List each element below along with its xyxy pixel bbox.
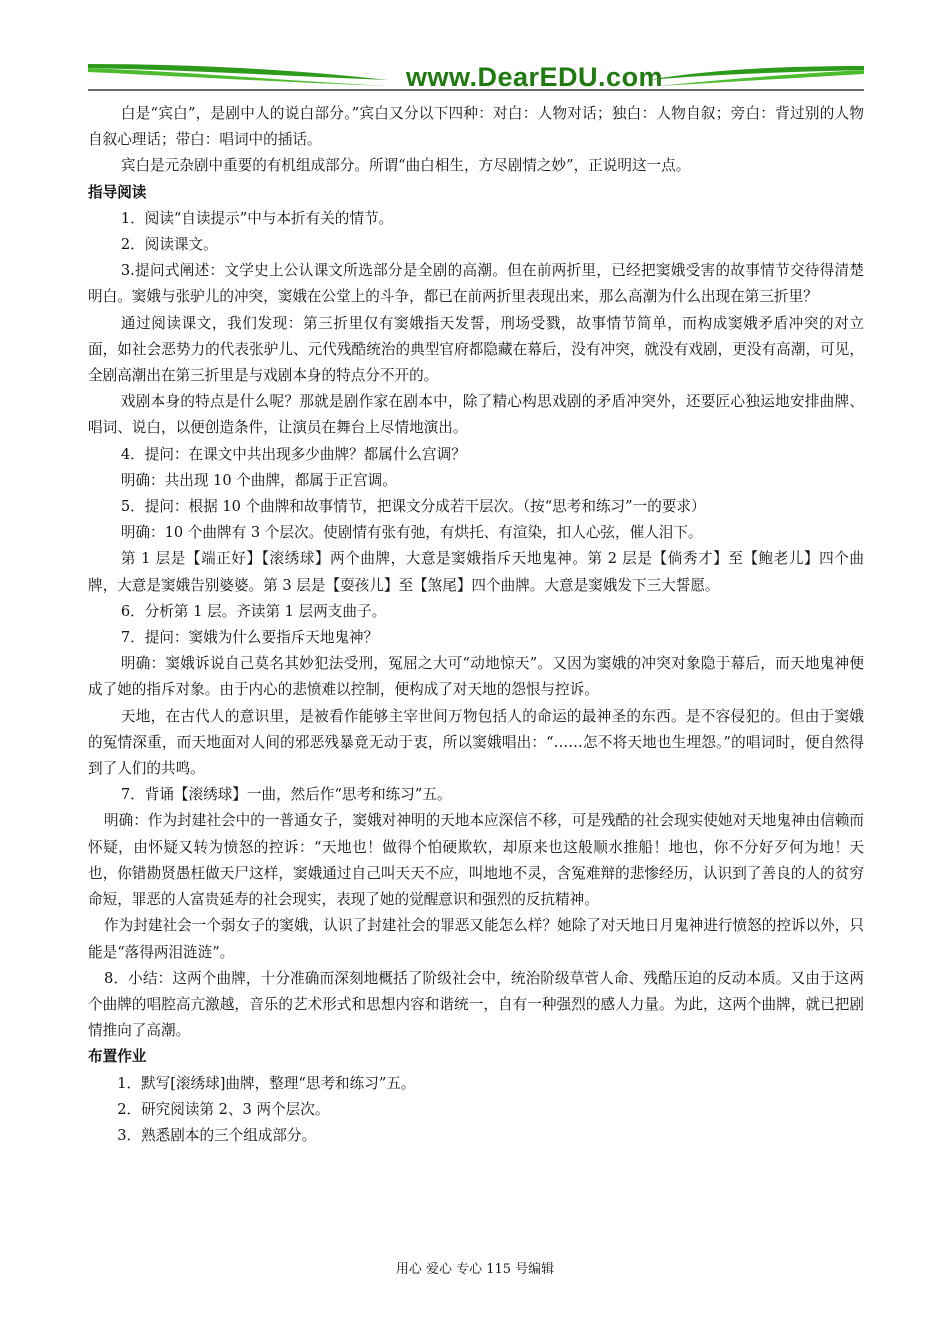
page-footer: 用心 爱心 专心 115 号编辑 [395,1262,555,1277]
section-heading-homework: 布置作业 [88,1048,147,1066]
paragraph: 明确：10 个曲牌有 3 个层次。使剧情有张有弛，有烘托、有渲染，扣人心弦，催人泪下。 [120,524,703,542]
list-item: 7．背诵【滚绣球】一曲，然后作“思考和练习”五。 [120,786,452,804]
paragraph: 戏剧本身的特点是什么呢？那就是剧作家在剧本中，除了精心构思戏剧的矛盾冲突外，还要匠心独运地安排曲牌、唱词、说白，以便创造条件，让演员在舞台上尽情地演出。 [88,393,864,437]
list-item: 8．小结：这两个曲牌，十分准确而深刻地概括了阶级社会中，统治阶级草菅人命、残酷压迫的反动本质。又由于这两个曲牌的唱腔高亢激越，音乐的艺术形式和思想内容和谐统一，自有一种强烈的感人力量。为此，这两个曲牌，就已把剧情推向了高潮。 [88,969,864,1040]
list-item: 1．阅读“自读提示”中与本折有关的情节。 [120,209,394,227]
list-item: 6．分析第 1 层。齐读第 1 层两支曲子。 [120,602,387,620]
paragraph: 第 1 层是【端正好】【滚绣球】两个曲牌，大意是窦娥指斥天地鬼神。第 2 层是【倘秀才】至【鲍老儿】四个曲牌，大意是窦娥告别婆婆。第 3 层是【耍孩儿】至【煞尾】四个曲牌。大意是窦娥发下三大誓愿。 [88,550,864,594]
list-item: 2．研究阅读第 2、3 两个层次。 [117,1100,330,1118]
list-item: 7．提问：窦娥为什么要指斥天地鬼神？ [120,629,379,647]
list-item: 3．熟悉剧本的三个组成部分。 [117,1126,317,1144]
list-item: 2．阅读课文。 [120,236,218,254]
list-item: 4．提问：在课文中共出现多少曲牌？都属什么宫调？ [120,445,466,463]
paragraph: 作为封建社会一个弱女子的窦娥，认识了封建社会的罪恶又能怎么样？她除了对天地日月鬼神进行愤怒的控诉以外，只能是“落得两泪涟涟”。 [88,917,864,961]
section-heading-reading-guide: 指导阅读 [88,183,147,201]
paragraph: 明确：作为封建社会中的一普通女子，窦娥对神明的天地本应深信不移，可是残酷的社会现实使她对天地鬼神由信赖而怀疑，由怀疑又转为愤怒的控诉：“天地也！做得个怕硬欺软，却原来也这般顺水推船！地也，你不分好歹何为地！天也，你错勘贤愚枉做天尸这样，窦娥通过自己叫天天不应，叫地地不灵，含冤难辩的悲惨经历，认识到了善良的人的贫穷命短，罪恶的人富贵延寿的社会现实，表现了她的觉醒意识和强烈的反抗精神。 [88,812,864,909]
list-item: 3.提问式阐述：文学史上公认课文所选部分是全剧的高潮。但在前两折里，已经把窦娥受害的故事情节交待得清楚明白。窦娥与张驴儿的冲突，窦娥在公堂上的斗争，都已在前两折里表现出来，那么高潮为什么出现在第三折里？ [88,262,864,306]
paragraph: 宾白是元杂剧中重要的有机组成部分。所谓“曲白相生，方尽剧情之妙”，正说明这一点。 [120,157,691,175]
list-item: 5．提问：根据 10 个曲牌和故事情节，把课文分成若干层次。（按“思考和练习”一的要求） [120,498,706,516]
paragraph: 明确：共出现 10 个曲牌，都属于正宫调。 [120,471,397,489]
paragraph: 白是“宾白”，是剧中人的说白部分。”宾白又分以下四种：对白：人物对话；独白：人物自叙；旁白：背过别的人物自叙心理话；带白：唱词中的插话。 [88,105,864,149]
list-item: 1．默写[滚绣球]曲牌，整理“思考和练习”五。 [117,1074,416,1092]
paragraph: 天地，在古代人的意识里，是被看作能够主宰世间万物包括人的命运的最神圣的东西。是不容侵犯的。但由于窦娥的冤情深重，而天地面对人间的邪恶残暴竟无动于衷，所以窦娥唱出：“……怎不将天地也生埋怨。”的唱词时，便自然得到了人们的共鸣。 [88,707,864,778]
header-logo-banner [88,60,864,96]
paragraph: 通过阅读课文，我们发现：第三折里仅有窦娥指天发誓，刑场受戮，故事情节简单，而构成窦娥矛盾冲突的对立面，如社会恶势力的代表张驴儿、元代残酷统治的典型官府都隐藏在幕后，没有冲突，就没有戏剧，更没有高潮，可见，全剧高潮出在第三折里是与戏剧本身的特点分不开的。 [88,314,864,385]
paragraph: 明确：窦娥诉说自己莫名其妙犯法受刑，冤屈之大可“动地惊天”。又因为窦娥的冲突对象隐于幕后，而天地鬼神便成了她的指斥对象。由于内心的悲愤难以控制，便构成了对天地的怨恨与控诉。 [88,655,864,699]
document-body [88,101,864,1149]
site-logo-text[interactable]: www.DearEDU.com [406,62,664,92]
